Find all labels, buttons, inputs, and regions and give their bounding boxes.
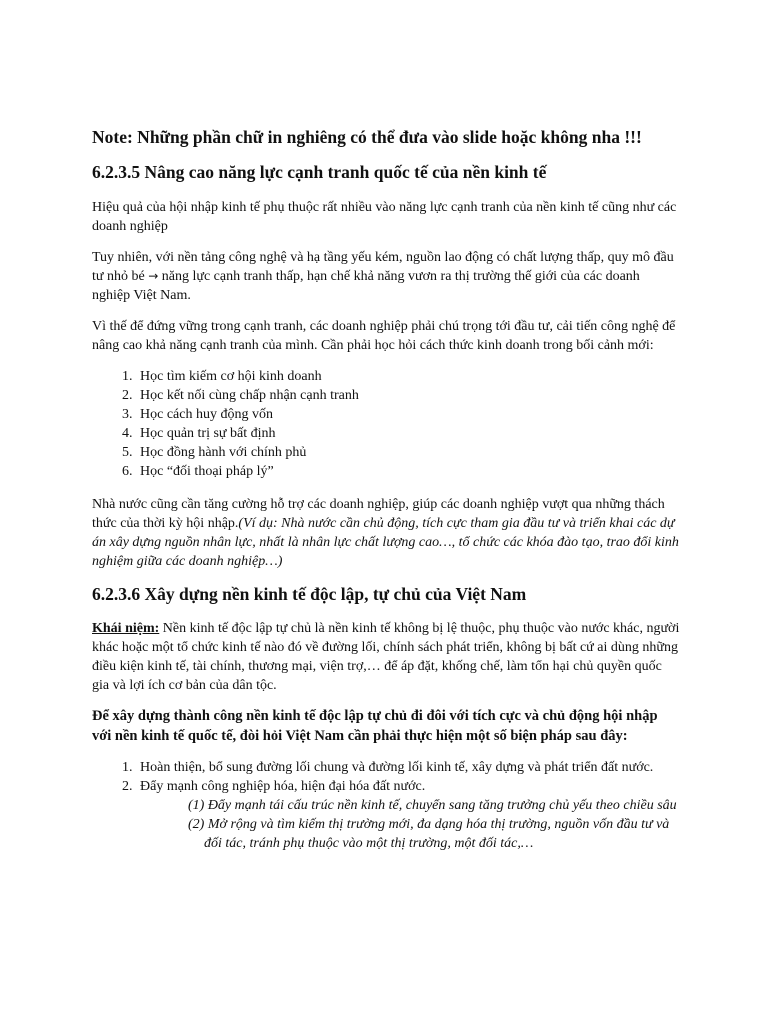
paragraph-state-support xyxy=(92,495,680,571)
paragraph-state-support-normal: Nhà nước cũng cần tăng cường hỗ trợ các doanh nghiệp, giúp các doanh nghiệp vượt qua những thách thức của thời kỳ hội nhập. xyxy=(92,496,665,531)
paragraph-weak-part1: Tuy nhiên, với nền tảng công nghệ và hạ tầng yếu kém, nguồn lao động có chất lượng thấp, quy mô đầu tư nhỏ bé xyxy=(92,249,674,284)
paragraph-integration-effect: Hiệu quả của hội nhập kinh tế phụ thuộc rất nhiều vào năng lực cạnh tranh của nền kinh tế cũng như các doanh nghiệp xyxy=(92,199,677,234)
paragraph-measures-intro: Để xây dựng thành công nền kinh tế độc lập tự chủ đi đôi với tích cực và chủ động hội nhập với nền kinh tế quốc tế, đòi hỏi Việt Nam cần phải thực hiện một số biện pháp sau đây: xyxy=(92,708,658,744)
list-item-text: Đẩy mạnh công nghiệp hóa, hiện đại hóa đất nước. xyxy=(140,779,426,795)
concept-text: Nền kinh tế độc lập tự chủ là nền kinh tế không bị lệ thuộc, phụ thuộc vào nước khác, người khác hoặc một tổ chức kinh tế nào đó về đường lối, chính sách phát triển, không bị bất cứ ai dùng những điều kiện kinh tế, tài chính, thương mại, viện trợ,… để áp đặt, khống chế, làm tổn hại chủ quyền quốc gia và lợi ích cơ bản của dân tộc. xyxy=(92,621,680,694)
list-item: 3. Học cách huy động vốn xyxy=(136,405,680,424)
list-item: 6. Học “đối thoại pháp lý” xyxy=(136,462,680,481)
paragraph-concept xyxy=(92,619,680,695)
list-item: 4. Học quản trị sự bất định xyxy=(136,424,680,443)
concept-label: Khái niệm: xyxy=(92,621,160,637)
section-heading-6-2-3-6: 6.2.3.6 Xây dựng nền kinh tế độc lập, tự chủ của Việt Nam xyxy=(92,583,527,604)
paragraph-stand-firm: Vì thế để đứng vững trong cạnh tranh, các doanh nghiệp phải chú trọng tới đầu tư, cải tiến công nghệ để nâng cao khả năng cạnh tranh của mình. Cần phải học hỏi cách thức kinh doanh trong bối cảnh mới: xyxy=(92,318,676,353)
list-item xyxy=(136,777,680,853)
list-item: 5. Học đồng hành với chính phủ xyxy=(136,443,680,462)
paragraph-state-support-example: (Ví dụ: Nhà nước cần chủ động, tích cực tham gia đầu tư và triển khai các dự án xây dựng nguồn nhân lực, nhất là nhân lực chất lượng cao…, tổ chức các khóa đào tạo, trao đổi kinh nghiệm giữa các doanh nghiệp…) xyxy=(92,515,679,569)
sub-list-item: (1) Đẩy mạnh tái cấu trúc nền kinh tế, chuyển sang tăng trưởng chủ yếu theo chiều sâu xyxy=(188,798,677,814)
measures-list xyxy=(92,758,680,853)
section-heading-6-2-3-5: 6.2.3.5 Nâng cao năng lực cạnh tranh quốc tế của nền kinh tế xyxy=(92,161,547,182)
paragraph-weak-part2: năng lực cạnh tranh thấp, hạn chế khả năng vươn ra thị trường thế giới của các doanh nghiệp Việt Nam. xyxy=(92,268,640,303)
list-item: 1. Học tìm kiếm cơ hội kinh doanh xyxy=(136,367,680,386)
sub-measures-list xyxy=(140,796,680,853)
arrow-right-icon: → xyxy=(148,268,159,283)
sub-list-item: (2) Mở rộng và tìm kiếm thị trường mới, đa dạng hóa thị trường, nguồn vốn đầu tư và đối tác, tránh phụ thuộc vào một thị trường, một đối tác,… xyxy=(188,817,670,852)
paragraph-weak-infrastructure xyxy=(92,248,680,305)
list-item: 1. Hoàn thiện, bổ sung đường lối chung và đường lối kinh tế, xây dựng và phát triển đất nước. xyxy=(136,758,680,777)
italic-note: Note: Những phần chữ in nghiêng có thể đưa vào slide hoặc không nha !!! xyxy=(92,127,642,147)
learning-list xyxy=(92,367,680,481)
list-item: 2. Học kết nối cùng chấp nhận cạnh tranh xyxy=(136,386,680,405)
